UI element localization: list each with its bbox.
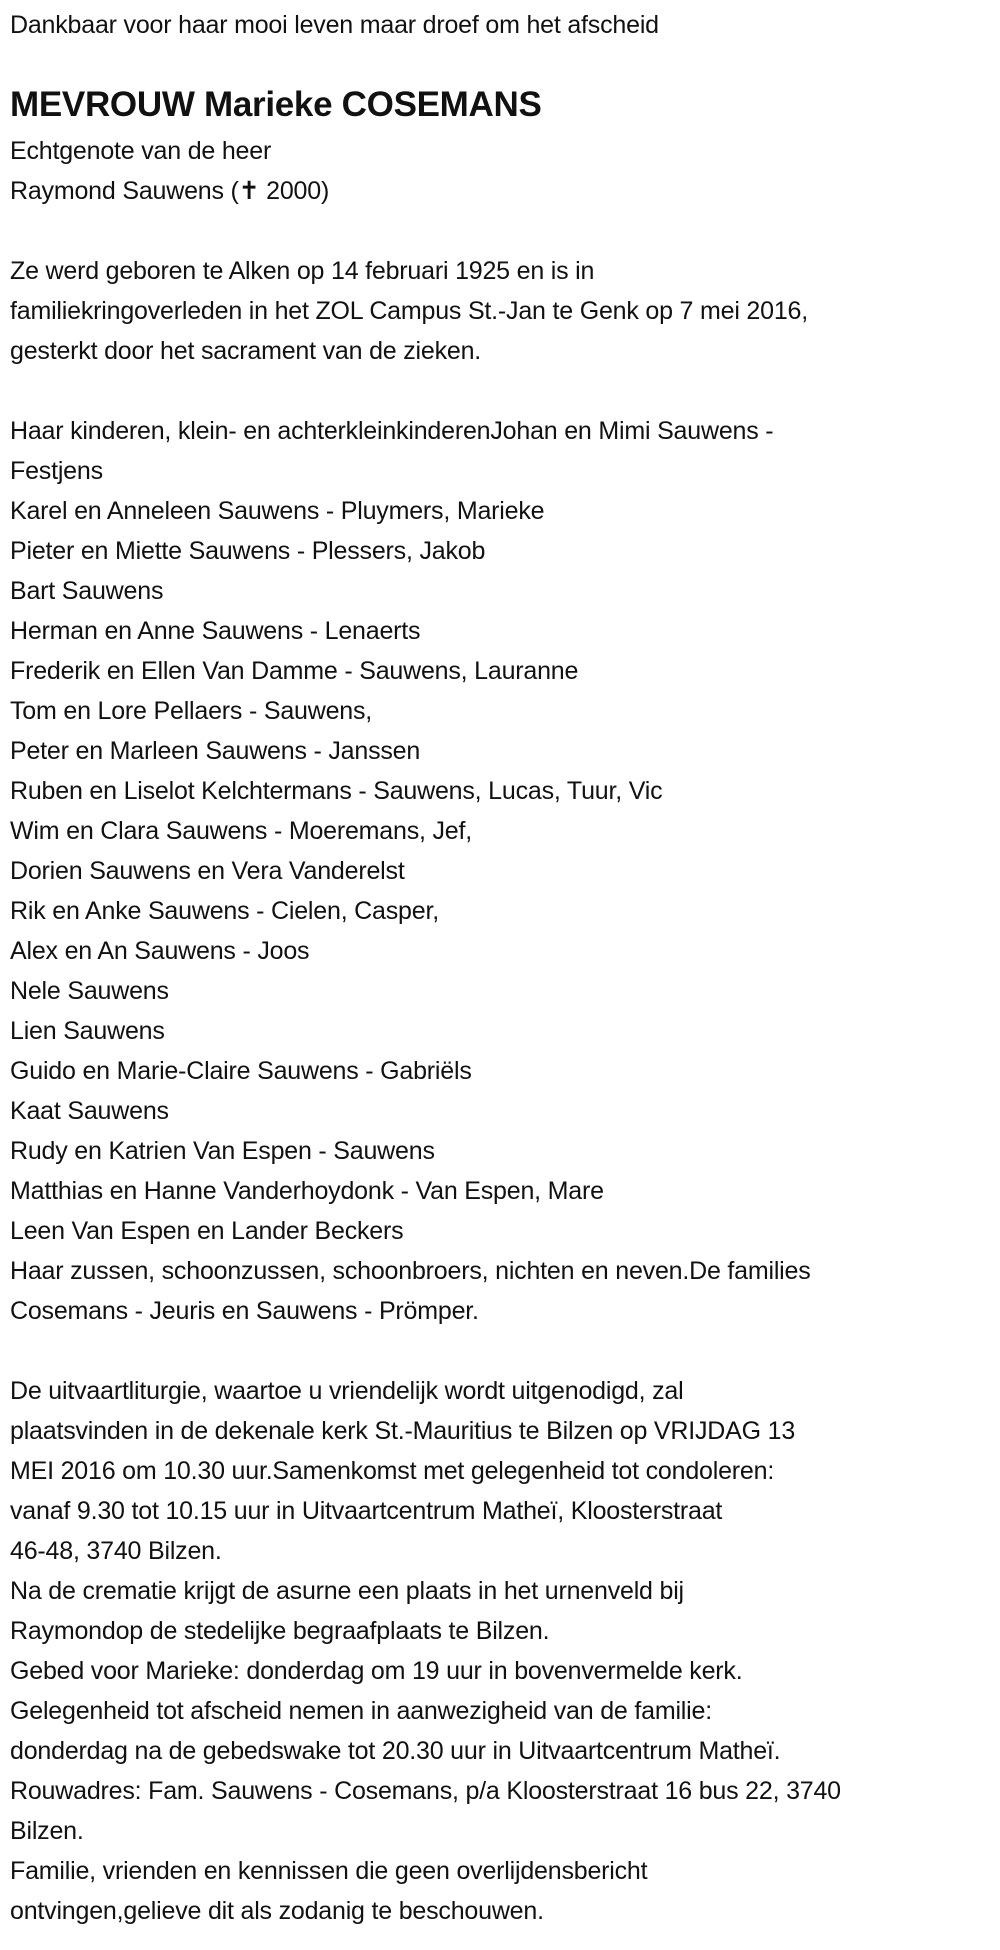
family-member-line: Lien Sauwens [10,1017,165,1045]
family-member-line: Dorien Sauwens en Vera Vanderelst [10,857,405,885]
birth-line: Ze werd geboren te Alken op 14 februari 1925 en is in [10,257,595,285]
funeral-info-line: Bilzen. [10,1817,84,1845]
family-member-line: Rudy en Katrien Van Espen - Sauwens [10,1137,435,1165]
birth-death-section [10,251,1000,371]
family-member-line: Matthias en Hanne Vanderhoydonk - Van Espen, Mare [10,1177,604,1205]
family-member-line: Festjens [10,457,103,485]
spacer [10,211,1000,251]
family-member-line: Alex en An Sauwens - Joos [10,937,310,965]
funeral-info-line: Gebed voor Marieke: donderdag om 19 uur in bovenvermelde kerk. [10,1657,743,1685]
family-member-line: Ruben en Liselot Kelchtermans - Sauwens, Lucas, Tuur, Vic [10,777,663,805]
funeral-info-line: Raymondop de stedelijke begraafplaats te Bilzen. [10,1617,550,1645]
family-member-line: Herman en Anne Sauwens - Lenaerts [10,617,421,645]
family-member-line: Leen Van Espen en Lander Beckers [10,1217,404,1245]
funeral-info-line: ontvingen,gelieve dit als zodanig te beschouwen. [10,1897,544,1925]
family-member-line: Bart Sauwens [10,577,164,605]
family-member-line: Tom en Lore Pellaers - Sauwens, [10,697,373,725]
obituary-document [10,5,1000,1931]
spouse-section [10,131,1000,211]
family-member-line: Wim en Clara Sauwens - Moeremans, Jef, [10,817,473,845]
family-member-line: Cosemans - Jeuris en Sauwens - Prömper. [10,1297,479,1325]
funeral-info-line: Na de crematie krijgt de asurne een plaats in het urnenveld bij [10,1577,684,1605]
family-member-line: Frederik en Ellen Van Damme - Sauwens, Lauranne [10,657,579,685]
family-member-line: Kaat Sauwens [10,1097,169,1125]
spacer [10,371,1000,411]
spouse-line: Raymond Sauwens (✝ 2000) [10,177,330,205]
funeral-info-line: donderdag na de gebedswake tot 20.30 uur in Uitvaartcentrum Matheï. [10,1737,781,1765]
funeral-section [10,1371,1000,1931]
funeral-info-line: MEI 2016 om 10.30 uur.Samenkomst met gelegenheid tot condoleren: [10,1457,775,1485]
funeral-info-line: vanaf 9.30 tot 10.15 uur in Uitvaartcentrum Matheï, Kloosterstraat [10,1497,723,1525]
birth-line: familiekringoverleden in het ZOL Campus St.-Jan te Genk op 7 mei 2016, [10,297,808,325]
family-member-line: Nele Sauwens [10,977,169,1005]
funeral-info-line: Rouwadres: Fam. Sauwens - Cosemans, p/a Kloosterstraat 16 bus 22, 3740 [10,1777,841,1805]
birth-line: gesterkt door het sacrament van de zieken. [10,337,482,365]
family-member-line: Karel en Anneleen Sauwens - Pluymers, Marieke [10,497,545,525]
family-member-line: Haar kinderen, klein- en achterkleinkinderenJohan en Mimi Sauwens - [10,417,774,445]
deceased-name-heading: MEVROUW Marieke COSEMANS [10,85,542,124]
funeral-info-line: plaatsvinden in de dekenale kerk St.-Mauritius te Bilzen op VRIJDAG 13 [10,1417,796,1445]
funeral-info-line: Gelegenheid tot afscheid nemen in aanwezigheid van de familie: [10,1697,712,1725]
spouse-line: Echtgenote van de heer [10,137,272,165]
family-member-line: Rik en Anke Sauwens - Cielen, Casper, [10,897,439,925]
family-member-line: Peter en Marleen Sauwens - Janssen [10,737,421,765]
family-member-line: Haar zussen, schoonzussen, schoonbroers, nichten en neven.De families [10,1257,811,1285]
spacer [10,1331,1000,1371]
family-member-line: Guido en Marie-Claire Sauwens - Gabriëls [10,1057,472,1085]
funeral-info-line: De uitvaartliturgie, waartoe u vriendelijk wordt uitgenodigd, zal [10,1377,684,1405]
intro-text: Dankbaar voor haar mooi leven maar droef om het afscheid [10,11,659,39]
funeral-info-line: 46-48, 3740 Bilzen. [10,1537,222,1565]
family-section [10,411,1000,1331]
family-member-line: Pieter en Miette Sauwens - Plessers, Jakob [10,537,486,565]
funeral-info-line: Familie, vrienden en kennissen die geen overlijdensbericht [10,1857,648,1885]
